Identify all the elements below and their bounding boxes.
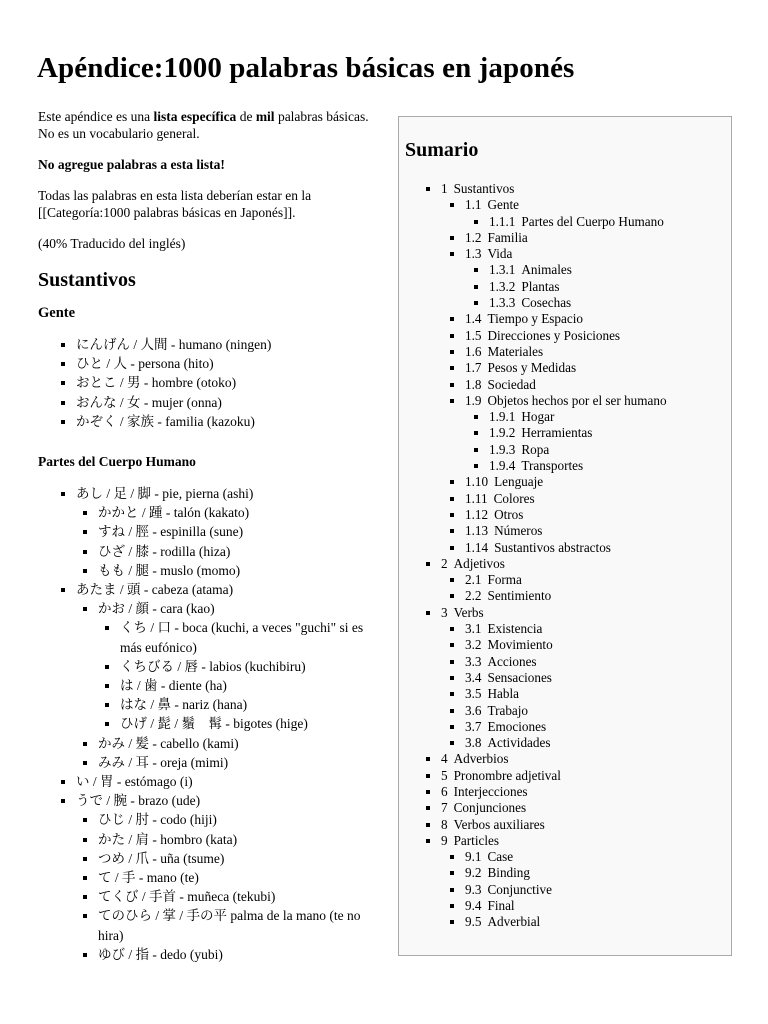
page-title: Apéndice:1000 palabras básicas en japonés <box>37 52 575 84</box>
toc-item[interactable]: ▪ 3.3 Acciones <box>465 654 731 670</box>
list-item: ▪ おとこ / 男 - hombre (otoko) <box>76 373 378 392</box>
toc-item[interactable]: ▪ 1.9.3 Ropa <box>489 442 731 458</box>
toc-item[interactable]: ▪ 1.12 Otros <box>465 507 731 523</box>
toc-item[interactable]: ▪ 1.1 Gente ▪ 1.1.1 Partes del Cuerpo Humano <box>465 197 731 230</box>
toc-item[interactable]: ▪ 1.14 Sustantivos abstractos <box>465 540 731 556</box>
list-item: ▪ うで / 腕 - brazo (ude) ▪ ひじ / 肘 - codo (hiji) ▪ かた / 肩 - hombro (kata) ▪ つめ / 爪 - uña (tsume) ▪ て / 手 - mano (te) ▪ てくび / 手首 - muñeca (tekubi) ▪ てのひら / 掌 / 手の平 palma de la mano (te no hira) ▪ ゆび / 指 - dedo (yubi) <box>76 791 378 964</box>
list-item: ▪ ひじ / 肘 - codo (hiji) <box>98 810 378 829</box>
list-item: ▪ い / 胃 - estómago (i) <box>76 772 378 791</box>
toc-item[interactable]: ▪ 1.9.4 Transportes <box>489 458 731 474</box>
toc-item[interactable]: ▪ 1.9.1 Hogar <box>489 409 731 425</box>
toc-item[interactable]: ▪ 3.2 Movimiento <box>465 637 731 653</box>
section-heading-sustantivos: Sustantivos <box>38 269 136 291</box>
list-item: ▪ くち / 口 - boca (kuchi, a veces "guchi" si es más eufónico) <box>120 618 378 656</box>
toc-item[interactable]: ▪ 1.13 Números <box>465 523 731 539</box>
toc-item[interactable]: ▪ 1.3.3 Cosechas <box>489 295 731 311</box>
toc-item[interactable]: ▪ 1.3 Vida ▪ 1.3.1 Animales ▪ 1.3.2 Plantas ▪ 1.3.3 Cosechas <box>465 246 731 311</box>
toc-item[interactable]: ▪ 3.8 Actividades <box>465 735 731 751</box>
list-item: ▪ おんな / 女 - mujer (onna) <box>76 393 378 412</box>
toc-list <box>441 181 731 931</box>
toc-item[interactable]: ▪ 3.6 Trabajo <box>465 703 731 719</box>
toc-item[interactable]: ▪ 9 Particles ▪ 9.1 Case ▪ 9.2 Binding ▪ 9.3 Conjunctive ▪ 9.4 Final ▪ 9.5 Adverbial <box>441 833 731 931</box>
list-item: ▪ ひと / 人 - persona (hito) <box>76 354 378 373</box>
warning-paragraph: No agregue palabras a esta lista! <box>38 157 225 172</box>
list-item: ▪ かかと / 踵 - talón (kakato) <box>98 503 378 522</box>
toc-item[interactable]: ▪ 3.5 Habla <box>465 686 731 702</box>
list-item: ▪ つめ / 爪 - uña (tsume) <box>98 849 378 868</box>
subsection-heading-gente: Gente <box>38 305 76 321</box>
toc-item[interactable]: ▪ 3 Verbs ▪ 3.1 Existencia ▪ 3.2 Movimiento ▪ 3.3 Acciones ▪ 3.4 Sensaciones ▪ 3.5 Habla ▪ 3.6 Trabajo ▪ 3.7 Emociones ▪ 3.8 Actividades <box>441 605 731 752</box>
toc-item[interactable]: ▪ 6 Interjecciones <box>441 784 731 800</box>
toc-title: Sumario <box>405 139 479 161</box>
list-item: ▪ ひざ / 膝 - rodilla (hiza) <box>98 542 378 561</box>
gente-list <box>38 335 378 431</box>
toc-item[interactable]: ▪ 7 Conjunciones <box>441 800 731 816</box>
toc-item[interactable]: ▪ 9.3 Conjunctive <box>465 882 731 898</box>
toc-item[interactable]: ▪ 8 Verbos auxiliares <box>441 817 731 833</box>
toc-item[interactable]: ▪ 1.10 Lenguaje <box>465 474 731 490</box>
article-body <box>38 108 378 964</box>
toc-item[interactable]: ▪ 1.5 Direcciones y Posiciones <box>465 328 731 344</box>
toc-item[interactable]: ▪ 1.6 Materiales <box>465 344 731 360</box>
toc-item[interactable]: ▪ 1.3.2 Plantas <box>489 279 731 295</box>
list-item: ▪ はな / 鼻 - nariz (hana) <box>120 695 378 714</box>
list-item: ▪ すね / 脛 - espinilla (sune) <box>98 522 378 541</box>
list-item: ▪ は / 歯 - diente (ha) <box>120 676 378 695</box>
toc-item[interactable]: ▪ 9.5 Adverbial <box>465 914 731 930</box>
translated-note: (40% Traducido del inglés) <box>38 236 186 251</box>
toc-item[interactable]: ▪ 1.4 Tiempo y Espacio <box>465 311 731 327</box>
toc-item[interactable]: ▪ 1.9 Objetos hechos por el ser humano ▪ 1.9.1 Hogar ▪ 1.9.2 Herramientas ▪ 1.9.3 Ropa ▪ 1.9.4 Transportes <box>465 393 731 474</box>
toc-item[interactable]: ▪ 4 Adverbios <box>441 751 731 767</box>
toc-item[interactable]: ▪ 1.3.1 Animales <box>489 262 731 278</box>
list-item: ▪ かた / 肩 - hombro (kata) <box>98 830 378 849</box>
list-item: ▪ ゆび / 指 - dedo (yubi) <box>98 945 378 964</box>
list-item: ▪ みみ / 耳 - oreja (mimi) <box>98 753 378 772</box>
toc-item[interactable]: ▪ 2.2 Sentimiento <box>465 588 731 604</box>
list-item: ▪ てのひら / 掌 / 手の平 palma de la mano (te no hira) <box>98 906 378 944</box>
list-item: ▪ もも / 腿 - muslo (momo) <box>98 561 378 580</box>
toc-item[interactable]: ▪ 3.7 Emociones <box>465 719 731 735</box>
list-item: ▪ くちびる / 唇 - labios (kuchibiru) <box>120 657 378 676</box>
list-item: ▪ あたま / 頭 - cabeza (atama) ▪ かお / 顔 - cara (kao) ▪ くち / 口 - boca (kuchi, a veces "guchi" si es más eufónico) ▪ くちびる / 唇 - labios (kuchibiru) ▪ は / 歯 - diente (ha) ▪ はな / 鼻 - nariz (hana) ▪ ひげ / 髭 / 鬚 髯 - bigotes (hige) ▪ かみ / 髪 - cabello (kami) ▪ みみ / 耳 - oreja (mimi) <box>76 580 378 772</box>
toc-item[interactable]: ▪ 3.4 Sensaciones <box>465 670 731 686</box>
toc-item[interactable]: ▪ 3.1 Existencia <box>465 621 731 637</box>
list-item: ▪ てくび / 手首 - muñeca (tekubi) <box>98 887 378 906</box>
toc-item[interactable]: ▪ 1.2 Familia <box>465 230 731 246</box>
toc-item[interactable]: ▪ 9.1 Case <box>465 849 731 865</box>
toc-item[interactable]: ▪ 2.1 Forma <box>465 572 731 588</box>
subsection-heading-partes-cuerpo: Partes del Cuerpo Humano <box>38 454 196 470</box>
list-item: ▪ にんげん / 人間 - humano (ningen) <box>76 335 378 354</box>
list-item: ▪ かぞく / 家族 - familia (kazoku) <box>76 412 378 431</box>
list-item: ▪ て / 手 - mano (te) <box>98 868 378 887</box>
intro-paragraph: Este apéndice es una lista específica de mil palabras básicas. No es un vocabulario general. <box>38 109 369 141</box>
list-item: ▪ かお / 顔 - cara (kao) ▪ くち / 口 - boca (kuchi, a veces "guchi" si es más eufónico) ▪ くちびる / 唇 - labios (kuchibiru) ▪ は / 歯 - diente (ha) ▪ はな / 鼻 - nariz (hana) ▪ ひげ / 髭 / 鬚 髯 - bigotes (hige) <box>98 599 378 733</box>
category-note: Todas las palabras en esta lista deberían estar en la [[Categoría:1000 palabras básicas en Japonés]]. <box>38 188 312 220</box>
toc-item[interactable]: ▪ 1.9.2 Herramientas <box>489 425 731 441</box>
toc-item[interactable]: ▪ 9.4 Final <box>465 898 731 914</box>
list-item: ▪ かみ / 髪 - cabello (kami) <box>98 734 378 753</box>
toc-item[interactable]: ▪ 5 Pronombre adjetival <box>441 768 731 784</box>
toc-item[interactable]: ▪ 2 Adjetivos ▪ 2.1 Forma ▪ 2.2 Sentimiento <box>441 556 731 605</box>
table-of-contents <box>398 116 732 956</box>
list-item: ▪ ひげ / 髭 / 鬚 髯 - bigotes (hige) <box>120 714 378 733</box>
toc-item[interactable]: ▪ 1.7 Pesos y Medidas <box>465 360 731 376</box>
list-item: ▪ あし / 足 / 脚 - pie, pierna (ashi) ▪ かかと / 踵 - talón (kakato) ▪ すね / 脛 - espinilla (sune) ▪ ひざ / 膝 - rodilla (hiza) ▪ もも / 腿 - muslo (momo) <box>76 484 378 580</box>
toc-item[interactable]: ▪ 1.1.1 Partes del Cuerpo Humano <box>489 214 731 230</box>
body-parts-list <box>38 484 378 964</box>
toc-item[interactable]: ▪ 1.8 Sociedad <box>465 377 731 393</box>
toc-item[interactable]: ▪ 1 Sustantivos ▪ 1.1 Gente ▪ 1.1.1 Partes del Cuerpo Humano ▪ 1.2 Familia ▪ 1.3 Vida ▪ 1.3.1 Animales ▪ 1.3.2 Plantas ▪ 1.3.3 Cosechas ▪ 1.4 Tiempo y Espacio ▪ 1.5 Direcciones y Posiciones ▪ 1.6 Materiales ▪ 1.7 Pesos y Medidas ▪ 1.8 Sociedad ▪ 1.9 Objetos hechos por el ser humano ▪ 1.9.1 Hogar ▪ 1.9.2 Herramientas ▪ 1.9.3 Ropa ▪ 1.9.4 Transportes ▪ 1.10 Lenguaje ▪ 1.11 Colores ▪ 1.12 Otros ▪ 1.13 Números ▪ 1.14 Sustantivos abstractos <box>441 181 731 556</box>
toc-item[interactable]: ▪ 9.2 Binding <box>465 865 731 881</box>
toc-item[interactable]: ▪ 1.11 Colores <box>465 491 731 507</box>
